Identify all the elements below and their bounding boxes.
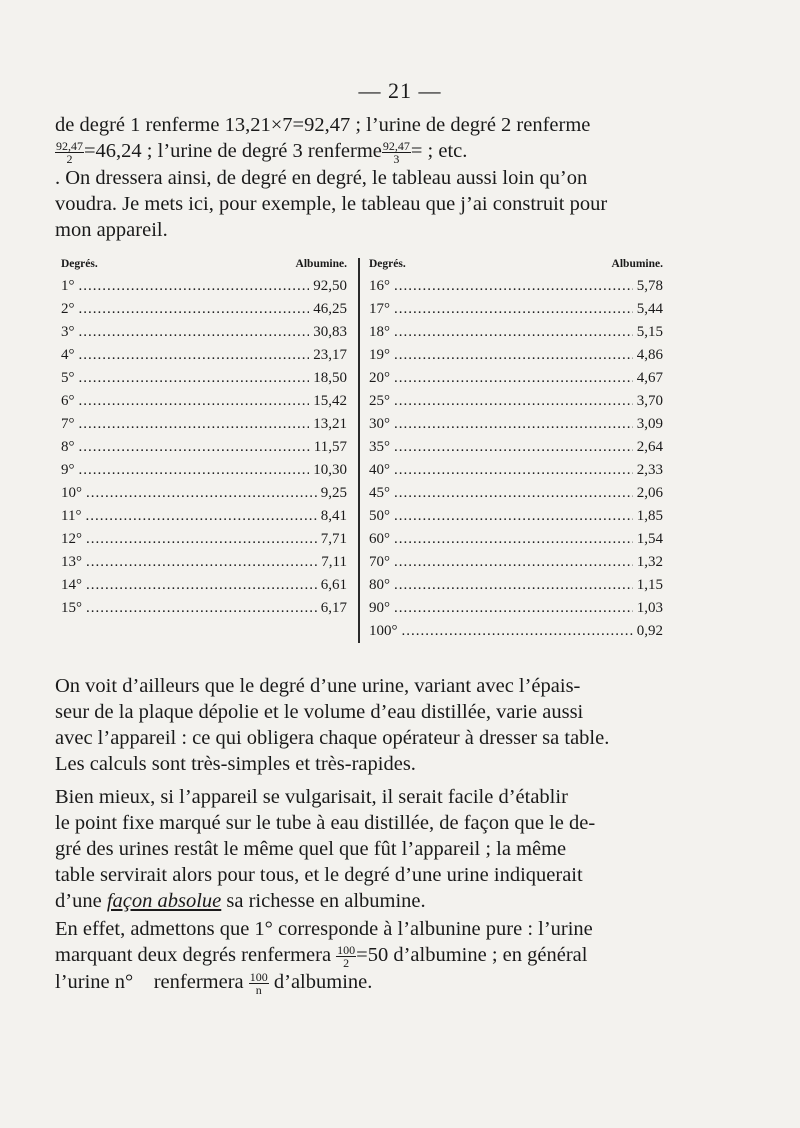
leader-dots xyxy=(394,531,633,548)
albumine-cell: 46,25 xyxy=(313,301,347,317)
albumine-cell: 1,85 xyxy=(636,508,663,524)
leader-dots xyxy=(86,577,317,594)
table-row xyxy=(61,439,347,462)
table-row xyxy=(61,554,347,577)
degree-cell: 100° xyxy=(369,623,398,639)
albumine-cell: 18,50 xyxy=(313,370,347,386)
leader-dots xyxy=(79,347,310,364)
degree-cell: 45° xyxy=(369,485,390,501)
degree-cell: 2° xyxy=(61,301,75,317)
degree-cell: 11° xyxy=(61,508,82,524)
text-line: de degré 1 renferme 13,21×7=92,47 ; l’urine de degré 2 renferme xyxy=(55,114,591,136)
header-albumine: Albumine. xyxy=(295,258,347,270)
degree-cell: 20° xyxy=(369,370,390,386)
table-row xyxy=(369,577,663,600)
degree-cell: 50° xyxy=(369,508,390,524)
text-line: $\frac{92,47}{2}$ =46,24 ; l’urine de degré 3 renferme $\frac{92,47}{3}$ = ; etc. xyxy=(56,138,468,166)
degree-cell: 1° xyxy=(61,278,75,294)
table-row xyxy=(61,508,347,531)
fraction: $\frac{92,47}{2}$ xyxy=(56,138,83,166)
leader-dots xyxy=(79,324,310,341)
degree-cell: 35° xyxy=(369,439,390,455)
leader-dots xyxy=(394,324,633,341)
text-line: mon appareil. xyxy=(55,218,168,241)
text-line: Les calculs sont très-simples et très-rapides. xyxy=(55,753,416,775)
table-row xyxy=(369,301,663,324)
degree-cell: 15° xyxy=(61,600,82,616)
text-line: gré des urines restât le même quel que fût l’appareil ; la même xyxy=(55,838,567,860)
leader-dots xyxy=(394,508,633,525)
table-row xyxy=(369,439,663,462)
leader-dots xyxy=(394,600,633,617)
text-line: d’une façon absolue sa richesse en albumine. xyxy=(55,890,426,912)
albumine-cell: 0,92 xyxy=(636,623,663,639)
table-right-column xyxy=(369,258,663,646)
leader-dots xyxy=(394,393,633,410)
text-line: marquant deux degrés renfermera $\frac{100}{2}$ =50 d’albumine ; en général xyxy=(55,942,588,970)
degree-cell: 3° xyxy=(61,324,75,340)
degree-cell: 5° xyxy=(61,370,75,386)
leader-dots xyxy=(394,278,633,295)
text-line: voudra. Je mets ici, pour exemple, le tableau que j’ai construit pour xyxy=(55,192,608,215)
table-row xyxy=(61,301,347,324)
leader-dots xyxy=(86,485,317,502)
albumine-cell: 11,57 xyxy=(313,439,347,455)
albumine-cell: 10,30 xyxy=(313,462,347,478)
albumine-cell: 3,09 xyxy=(636,416,663,432)
leader-dots xyxy=(79,439,310,456)
table-row xyxy=(61,600,347,623)
text-line: l’urine n° renfermera $\frac{100}{n}$ d’albumine. xyxy=(55,969,373,997)
leader-dots xyxy=(394,301,633,318)
degree-cell: 9° xyxy=(61,462,75,478)
italic-phrase: façon absolue xyxy=(106,890,222,912)
table-row xyxy=(369,324,663,347)
degree-cell: 18° xyxy=(369,324,390,340)
leader-dots xyxy=(394,416,633,433)
leader-dots xyxy=(394,554,633,571)
degree-cell: 19° xyxy=(369,347,390,363)
page-number: — 21 — xyxy=(358,78,442,103)
table-row xyxy=(369,462,663,485)
table-row xyxy=(369,370,663,393)
leader-dots xyxy=(394,485,633,502)
text-line: le point fixe marqué sur le tube à eau distillée, de façon que le de- xyxy=(55,812,596,834)
text-line: table servirait alors pour tous, et le degré d’une urine indiquerait xyxy=(55,864,583,886)
text-line: On voit d’ailleurs que le degré d’une urine, variant avec l’épais- xyxy=(55,675,581,697)
albumine-cell: 2,06 xyxy=(636,485,663,501)
text-line: avec l’appareil : ce qui obligera chaque opérateur à dresser sa table. xyxy=(55,727,610,749)
table-row xyxy=(369,508,663,531)
table-row xyxy=(369,600,663,623)
table-row xyxy=(369,393,663,416)
text-line: Bien mieux, si l’appareil se vulgarisait, il serait facile d’établir xyxy=(55,786,568,808)
albumine-cell: 6,61 xyxy=(320,577,347,593)
degree-cell: 13° xyxy=(61,554,82,570)
table-row xyxy=(61,416,347,439)
fraction: $\frac{100}{2}$ xyxy=(337,942,356,970)
table-row xyxy=(369,347,663,370)
albumine-cell: 5,44 xyxy=(636,301,663,317)
table-row xyxy=(61,347,347,370)
leader-dots xyxy=(394,370,633,387)
degree-cell: 70° xyxy=(369,554,390,570)
leader-dots xyxy=(394,439,633,456)
paragraph-vulgarisation xyxy=(55,784,659,914)
leader-dots xyxy=(394,577,633,594)
albumine-cell: 9,25 xyxy=(320,485,347,501)
degree-cell: 90° xyxy=(369,600,390,616)
albumine-cell: 30,83 xyxy=(313,324,347,340)
paragraph-example xyxy=(55,916,659,996)
leader-dots xyxy=(79,393,310,410)
table-row xyxy=(61,531,347,554)
leader-dots xyxy=(402,623,633,640)
leader-dots xyxy=(394,462,633,479)
leader-dots xyxy=(86,600,317,617)
leader-dots xyxy=(85,508,316,525)
table-row xyxy=(369,554,663,577)
paragraph-observation xyxy=(55,673,659,777)
leader-dots xyxy=(86,554,317,571)
albumine-cell: 23,17 xyxy=(313,347,347,363)
leader-dots xyxy=(79,278,310,295)
albumine-cell: 7,71 xyxy=(320,531,347,547)
degree-cell: 6° xyxy=(61,393,75,409)
degree-cell: 25° xyxy=(369,393,390,409)
degree-cell: 8° xyxy=(61,439,75,455)
albumine-cell: 4,86 xyxy=(636,347,663,363)
albumine-cell: 1,15 xyxy=(636,577,663,593)
leader-dots xyxy=(79,370,310,387)
degree-cell: 60° xyxy=(369,531,390,547)
leader-dots xyxy=(79,301,310,318)
degree-cell: 80° xyxy=(369,577,390,593)
header-albumine: Albumine. xyxy=(611,258,663,270)
header-degres: Degrés. xyxy=(61,258,98,270)
albumine-cell: 3,70 xyxy=(636,393,663,409)
leader-dots xyxy=(86,531,317,548)
table-left-column xyxy=(61,258,347,623)
leader-dots xyxy=(79,462,310,479)
degree-cell: 40° xyxy=(369,462,390,478)
table-row xyxy=(61,577,347,600)
table-row xyxy=(61,370,347,393)
albumine-cell: 8,41 xyxy=(320,508,347,524)
albumine-cell: 1,03 xyxy=(636,600,663,616)
text-line: seur de la plaque dépolie et le volume d’eau distillée, varie aussi xyxy=(55,701,584,723)
albumine-cell: 5,78 xyxy=(636,278,663,294)
column-divider xyxy=(358,258,360,643)
table-row xyxy=(369,531,663,554)
table-row xyxy=(61,462,347,485)
albumine-table xyxy=(55,258,667,643)
albumine-cell: 4,67 xyxy=(636,370,663,386)
degree-cell: 7° xyxy=(61,416,75,432)
text-line: En effet, admettons que 1° corresponde à l’albunine pure : l’urine xyxy=(55,918,593,940)
albumine-cell: 13,21 xyxy=(313,416,347,432)
text-line: . On dressera ainsi, de degré en degré, le tableau aussi loin qu’on xyxy=(55,166,588,189)
albumine-cell: 1,54 xyxy=(636,531,663,547)
albumine-cell: 2,33 xyxy=(636,462,663,478)
degree-cell: 12° xyxy=(61,531,82,547)
table-row xyxy=(61,324,347,347)
degree-cell: 14° xyxy=(61,577,82,593)
albumine-cell: 5,15 xyxy=(636,324,663,340)
table-header xyxy=(61,258,347,278)
table-header xyxy=(369,258,663,278)
albumine-cell: 1,32 xyxy=(636,554,663,570)
degree-cell: 30° xyxy=(369,416,390,432)
degree-cell: 16° xyxy=(369,278,390,294)
leader-dots xyxy=(394,347,633,364)
table-row xyxy=(61,485,347,508)
header-degres: Degrés. xyxy=(369,258,406,270)
degree-cell: 10° xyxy=(61,485,82,501)
fraction: $\frac{92,47}{3}$ xyxy=(382,138,410,166)
degree-cell: 17° xyxy=(369,301,390,317)
intro-paragraph xyxy=(55,112,659,243)
table-row xyxy=(369,278,663,301)
table-row xyxy=(369,623,663,646)
albumine-cell: 7,11 xyxy=(321,554,347,570)
albumine-cell: 2,64 xyxy=(636,439,663,455)
leader-dots xyxy=(79,416,310,433)
table-row xyxy=(369,416,663,439)
table-row xyxy=(61,278,347,301)
table-row xyxy=(369,485,663,508)
albumine-cell: 6,17 xyxy=(320,600,347,616)
albumine-cell: 92,50 xyxy=(313,278,347,294)
fraction: $\frac{100}{n}$ xyxy=(249,969,268,997)
albumine-cell: 15,42 xyxy=(313,393,347,409)
degree-cell: 4° xyxy=(61,347,75,363)
table-row xyxy=(61,393,347,416)
